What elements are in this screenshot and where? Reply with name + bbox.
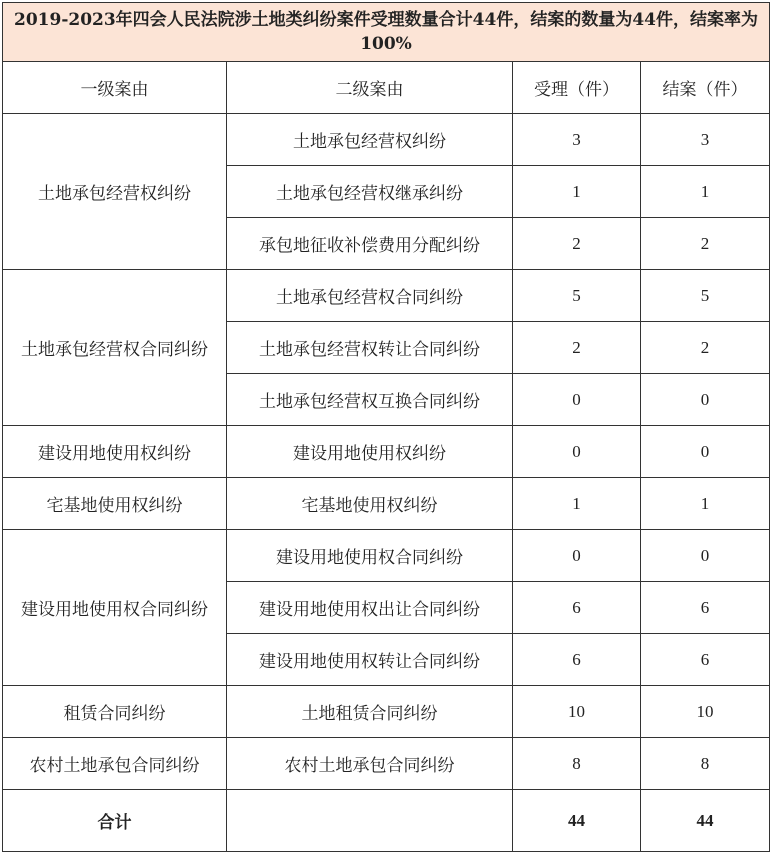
- closed-count-cell: 6: [641, 582, 770, 634]
- secondary-cause-cell: 承包地征收补偿费用分配纠纷: [227, 218, 513, 270]
- total-accepted: 44: [513, 790, 641, 852]
- secondary-cause-cell: 农村土地承包合同纠纷: [227, 738, 513, 790]
- primary-cause-cell: 建设用地使用权合同纠纷: [3, 530, 227, 686]
- secondary-cause-cell: 建设用地使用权转让合同纠纷: [227, 634, 513, 686]
- total-secondary-empty: [227, 790, 513, 852]
- header-primary-cause: 一级案由: [3, 62, 227, 114]
- secondary-cause-cell: 土地承包经营权继承纠纷: [227, 166, 513, 218]
- table-row: [3, 738, 770, 790]
- header-row: [3, 62, 770, 114]
- table-row: [3, 270, 770, 322]
- accepted-count-cell: 2: [513, 322, 641, 374]
- secondary-cause-cell: 土地承包经营权合同纠纷: [227, 270, 513, 322]
- closed-count-cell: 3: [641, 114, 770, 166]
- closed-count-cell: 10: [641, 686, 770, 738]
- header-closed: 结案（件）: [641, 62, 770, 114]
- primary-cause-cell: 建设用地使用权纠纷: [3, 426, 227, 478]
- secondary-cause-cell: 土地承包经营权转让合同纠纷: [227, 322, 513, 374]
- accepted-count-cell: 6: [513, 634, 641, 686]
- primary-cause-cell: 宅基地使用权纠纷: [3, 478, 227, 530]
- table-row: [3, 114, 770, 166]
- closed-count-cell: 2: [641, 218, 770, 270]
- closed-count-cell: 1: [641, 166, 770, 218]
- primary-cause-cell: 租赁合同纠纷: [3, 686, 227, 738]
- accepted-count-cell: 1: [513, 478, 641, 530]
- accepted-count-cell: 0: [513, 530, 641, 582]
- accepted-count-cell: 5: [513, 270, 641, 322]
- table-row: [3, 426, 770, 478]
- primary-cause-cell: 土地承包经营权纠纷: [3, 114, 227, 270]
- accepted-count-cell: 8: [513, 738, 641, 790]
- closed-count-cell: 5: [641, 270, 770, 322]
- case-statistics-document: [2, 2, 769, 852]
- closed-count-cell: 6: [641, 634, 770, 686]
- closed-count-cell: 0: [641, 374, 770, 426]
- closed-count-cell: 0: [641, 426, 770, 478]
- accepted-count-cell: 6: [513, 582, 641, 634]
- accepted-count-cell: 10: [513, 686, 641, 738]
- secondary-cause-cell: 建设用地使用权出让合同纠纷: [227, 582, 513, 634]
- total-label: 合计: [3, 790, 227, 852]
- secondary-cause-cell: 宅基地使用权纠纷: [227, 478, 513, 530]
- accepted-count-cell: 1: [513, 166, 641, 218]
- secondary-cause-cell: 建设用地使用权纠纷: [227, 426, 513, 478]
- table-row: [3, 530, 770, 582]
- closed-count-cell: 2: [641, 322, 770, 374]
- secondary-cause-cell: 土地承包经营权互换合同纠纷: [227, 374, 513, 426]
- accepted-count-cell: 2: [513, 218, 641, 270]
- accepted-count-cell: 0: [513, 426, 641, 478]
- case-statistics-table: [2, 2, 770, 852]
- closed-count-cell: 0: [641, 530, 770, 582]
- secondary-cause-cell: 土地承包经营权纠纷: [227, 114, 513, 166]
- table-row: [3, 478, 770, 530]
- accepted-count-cell: 3: [513, 114, 641, 166]
- primary-cause-cell: 农村土地承包合同纠纷: [3, 738, 227, 790]
- table-row: [3, 686, 770, 738]
- closed-count-cell: 8: [641, 738, 770, 790]
- secondary-cause-cell: 建设用地使用权合同纠纷: [227, 530, 513, 582]
- primary-cause-cell: 土地承包经营权合同纠纷: [3, 270, 227, 426]
- total-closed: 44: [641, 790, 770, 852]
- total-row: [3, 790, 770, 852]
- accepted-count-cell: 0: [513, 374, 641, 426]
- table-title: 2019-2023年四会人民法院涉土地类纠纷案件受理数量合计44件，结案的数量为44件，结案率为100%: [3, 3, 770, 62]
- header-secondary-cause: 二级案由: [227, 62, 513, 114]
- header-accepted: 受理（件）: [513, 62, 641, 114]
- secondary-cause-cell: 土地租赁合同纠纷: [227, 686, 513, 738]
- closed-count-cell: 1: [641, 478, 770, 530]
